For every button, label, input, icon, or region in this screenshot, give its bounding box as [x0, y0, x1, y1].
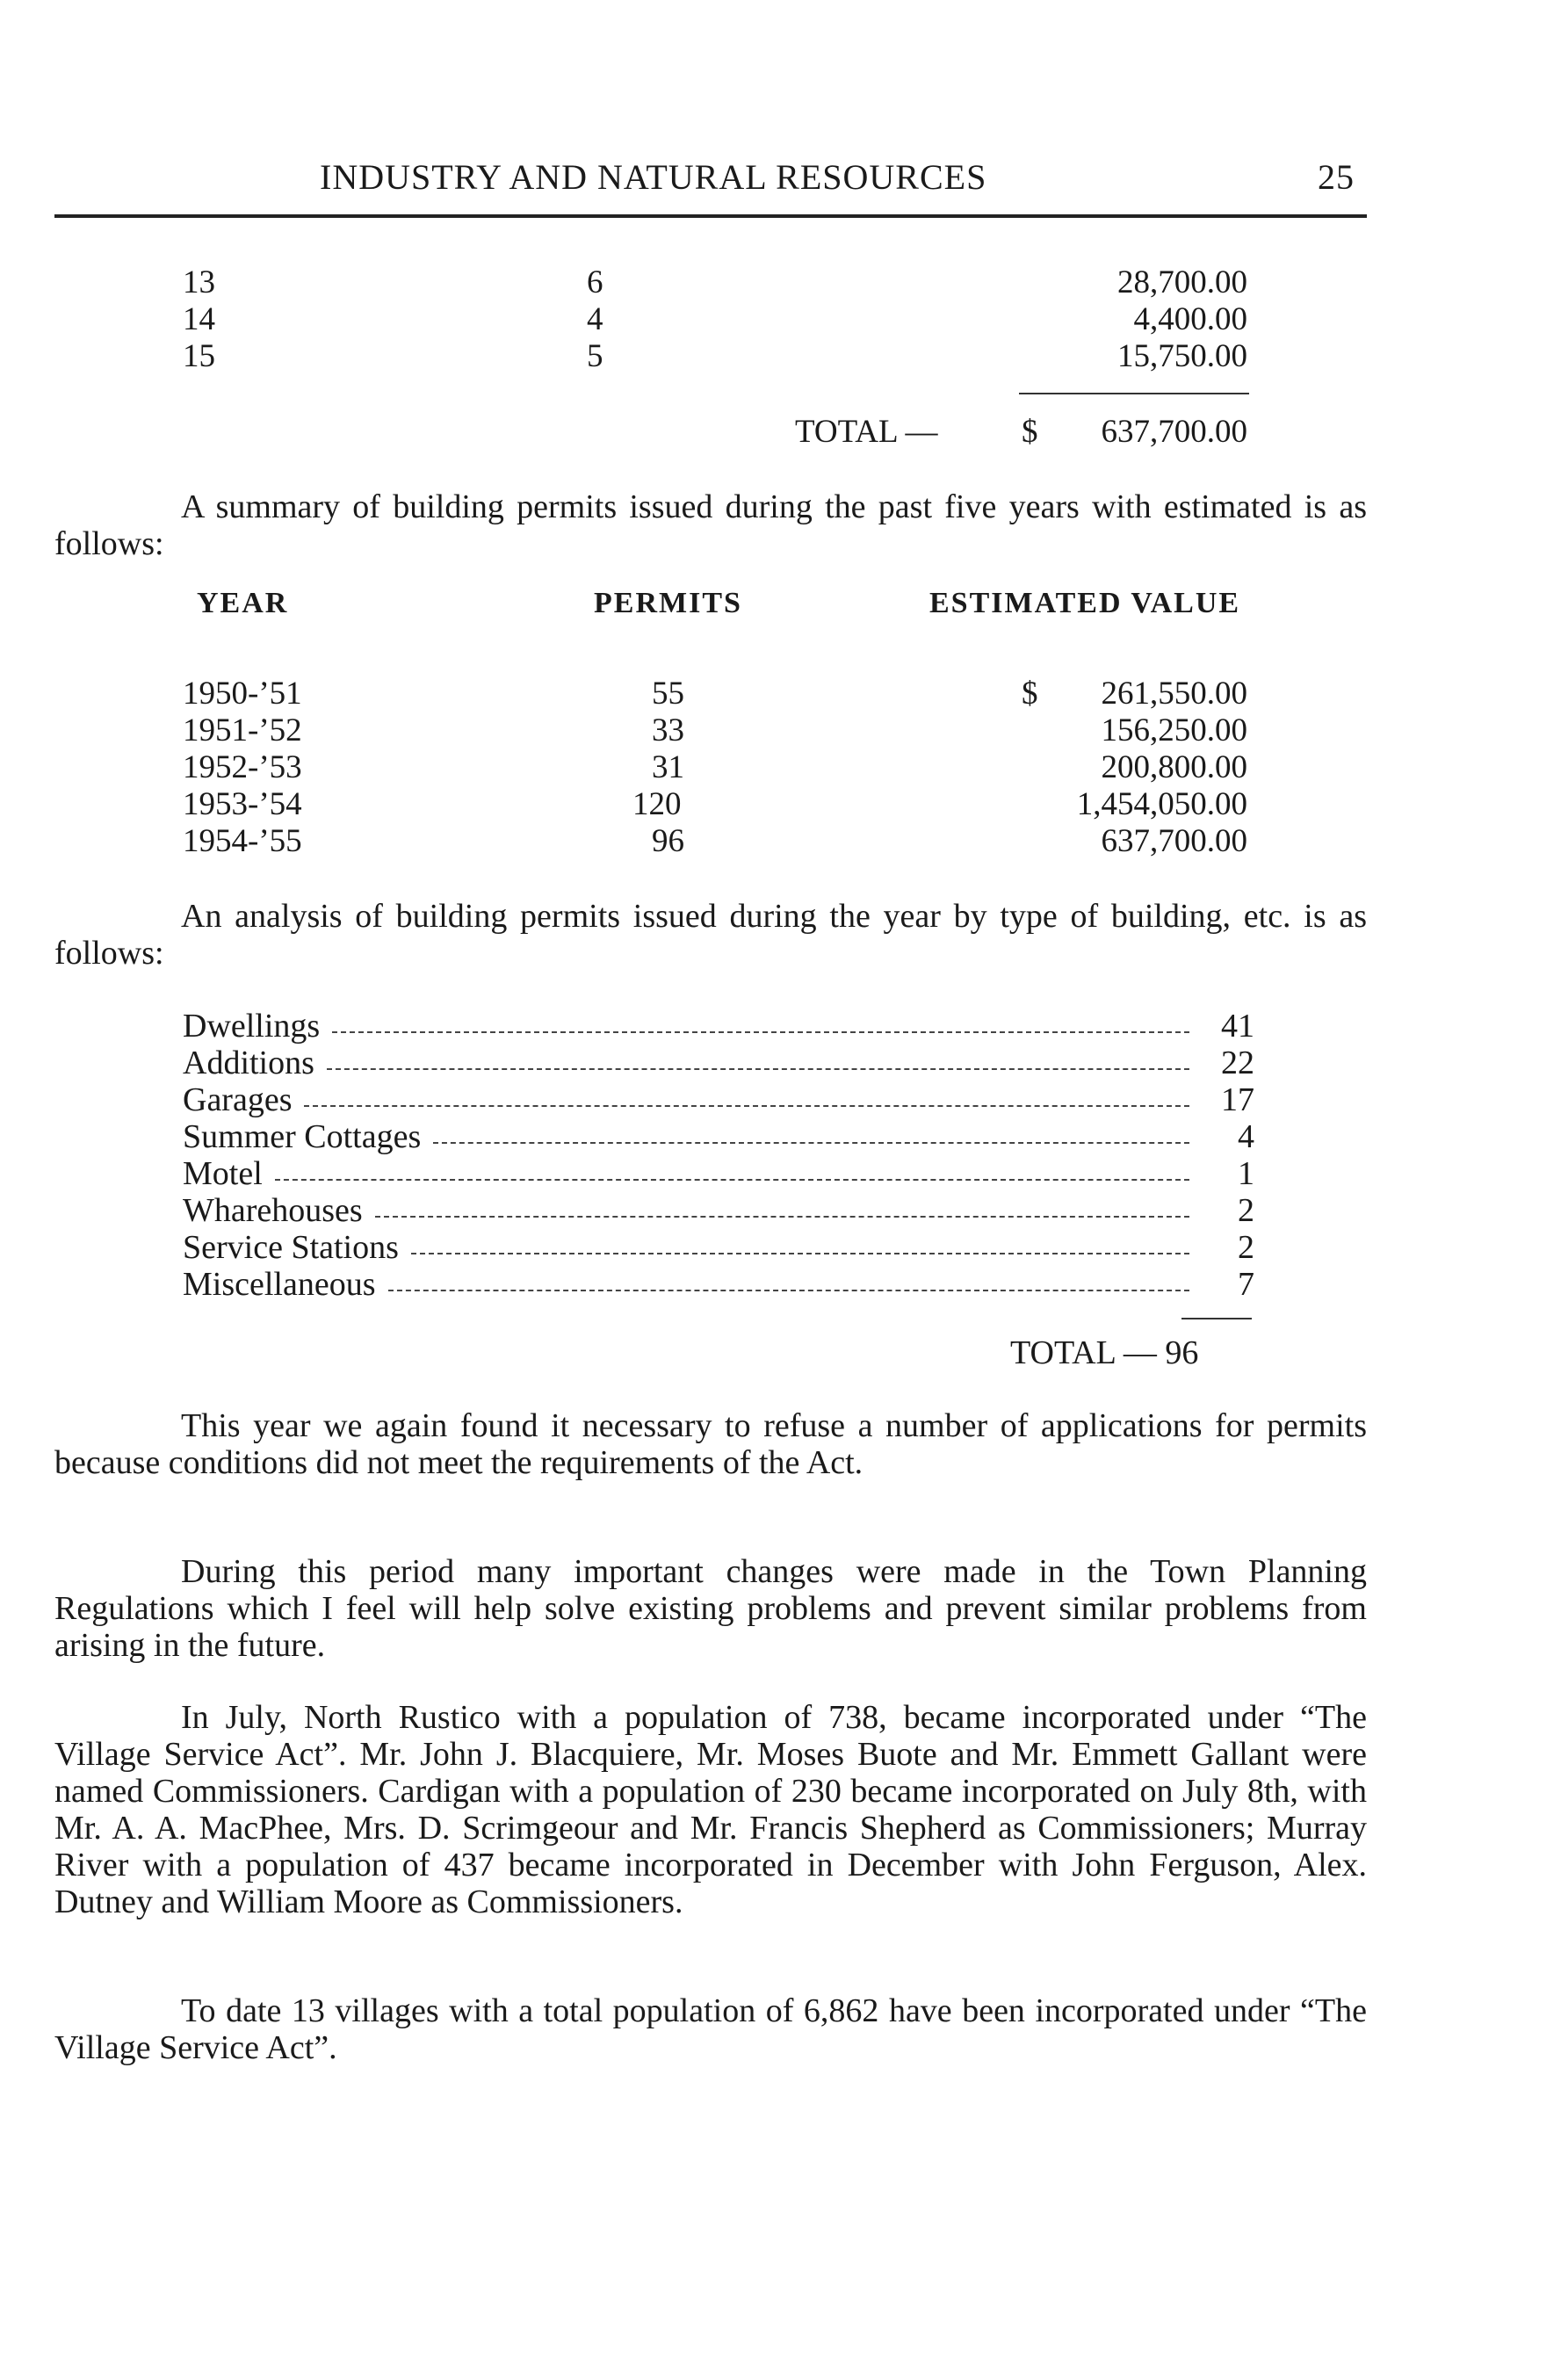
analysis-count: 7	[1238, 1266, 1254, 1303]
leader-dots	[388, 1265, 1189, 1291]
permits-cell: 96	[652, 823, 684, 859]
analysis-label: Miscellaneous	[183, 1266, 376, 1303]
analysis-intro	[54, 898, 1367, 972]
top-total-value: 637,700.00	[1101, 414, 1247, 450]
analysis-label: Wharehouses	[183, 1192, 363, 1229]
top-table-cell: 15	[183, 338, 215, 374]
leader-dots	[433, 1117, 1189, 1144]
analysis-count: 1	[1238, 1155, 1254, 1192]
list-item	[183, 1154, 1254, 1191]
page-number: 25	[1318, 157, 1355, 197]
permits-cell: 120	[632, 786, 682, 822]
analysis-label: Garages	[183, 1081, 293, 1118]
top-table-cell: 5	[587, 338, 603, 374]
running-header-title: INDUSTRY AND NATURAL RESOURCES	[320, 157, 987, 197]
analysis-count: 41	[1221, 1008, 1254, 1045]
column-header-permits: PERMITS	[594, 587, 742, 619]
paragraph	[54, 1992, 1367, 2066]
currency-cell: $	[1022, 676, 1038, 712]
leader-dots	[327, 1044, 1189, 1070]
sum-rule	[1019, 393, 1249, 394]
leader-dots	[304, 1081, 1189, 1107]
permits-cell: 55	[652, 676, 684, 712]
top-table-value: 28,700.00	[1117, 264, 1247, 300]
top-total-label: TOTAL —	[795, 414, 938, 450]
top-table-cell: 6	[587, 264, 603, 300]
list-item	[183, 1081, 1254, 1117]
analysis-intro-text: An analysis of building permits issued during the year by type of building, etc. is as follows:	[54, 898, 1367, 972]
paragraph	[54, 1699, 1367, 1920]
year-cell: 1952-’53	[183, 749, 302, 785]
year-cell: 1954-’55	[183, 823, 302, 859]
list-item	[183, 1228, 1254, 1265]
sum-rule	[1181, 1318, 1252, 1319]
analysis-count: 4	[1238, 1118, 1254, 1155]
list-item	[183, 1117, 1254, 1154]
summary-intro-text: A summary of building permits issued during the past five years with estimated is as follows:	[54, 488, 1367, 562]
value-cell: 1,454,050.00	[1076, 786, 1247, 822]
paragraph-text: To date 13 villages with a total population of 6,862 have been incorporated under “The Village Service Act”.	[54, 1992, 1367, 2066]
analysis-count: 22	[1221, 1045, 1254, 1081]
analysis-label: Service Stations	[183, 1229, 399, 1266]
value-cell: 200,800.00	[1101, 749, 1247, 785]
analysis-label: Dwellings	[183, 1008, 321, 1045]
list-item	[183, 1007, 1254, 1044]
year-cell: 1953-’54	[183, 786, 302, 822]
analysis-count: 2	[1238, 1229, 1254, 1266]
paragraph-text: In July, North Rustico with a population of 738, became incorporated under “The Village Service Act”. Mr. John J. Blacquiere, Mr. Moses Buote and Mr. Emmett Gallant were named Commissioners. Cardigan with a population of 230 became incorporated on July 8th, with Mr. A. A. MacPhee, Mrs. D. Scrimgeour and Mr. Francis Shepherd as Commissioners; Murray River with a population of 437 became incorporated in December with John Ferguson, Alex. Dutney and William Moore as Commissioners.	[54, 1699, 1367, 1920]
analysis-count: 17	[1221, 1081, 1254, 1118]
list-item	[183, 1191, 1254, 1228]
list-item	[183, 1044, 1254, 1081]
analysis-label: Additions	[183, 1045, 314, 1081]
column-header-year: YEAR	[197, 587, 289, 619]
year-cell: 1950-’51	[183, 676, 302, 712]
year-cell: 1951-’52	[183, 712, 302, 748]
permits-cell: 33	[652, 712, 684, 748]
paragraph	[54, 1553, 1367, 1664]
top-table-cell: 4	[587, 301, 603, 337]
analysis-label: Motel	[183, 1155, 263, 1192]
header-rule	[54, 214, 1367, 218]
paragraph-text: During this period many important changes were made in the Town Planning Regulations which I feel will help solve existing problems and prevent similar problems from arising in the future.	[54, 1553, 1367, 1664]
value-cell: 156,250.00	[1101, 712, 1247, 748]
leader-dots	[275, 1154, 1189, 1181]
leader-dots	[332, 1007, 1189, 1033]
value-cell: 261,550.00	[1101, 676, 1247, 712]
analysis-count: 2	[1238, 1192, 1254, 1229]
top-table-cell: 14	[183, 301, 215, 337]
leader-dots	[375, 1191, 1189, 1218]
paragraph-text: This year we again found it necessary to refuse a number of applications for permits because conditions did not meet the requirements of the Act.	[54, 1407, 1367, 1481]
value-cell: 637,700.00	[1101, 823, 1247, 859]
leader-dots	[411, 1228, 1189, 1254]
analysis-label: Summer Cottages	[183, 1118, 422, 1155]
column-header-estimated-value: ESTIMATED VALUE	[929, 587, 1241, 619]
top-table-cell: 13	[183, 264, 215, 300]
paragraph	[54, 1407, 1367, 1481]
summary-intro	[54, 488, 1367, 562]
top-table-value: 15,750.00	[1117, 338, 1247, 374]
top-total-currency: $	[1022, 414, 1038, 450]
analysis-total: TOTAL — 96	[1010, 1334, 1199, 1371]
list-item	[183, 1265, 1254, 1302]
top-table-value: 4,400.00	[1133, 301, 1247, 337]
permits-cell: 31	[652, 749, 684, 785]
